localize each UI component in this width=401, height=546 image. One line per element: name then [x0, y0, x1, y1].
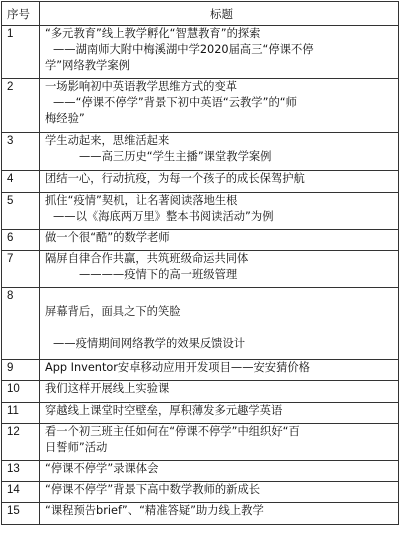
row-number: 7	[2, 251, 40, 288]
table-row	[2, 251, 399, 288]
title-line: ——疫情期间网络教学的效果反馈设计	[53, 337, 246, 350]
table-row	[2, 503, 399, 525]
table-row	[2, 79, 399, 133]
row-title-cell	[40, 424, 399, 461]
table-row	[2, 230, 399, 251]
row-title-cell	[40, 230, 399, 251]
table-row	[2, 171, 399, 193]
title-line: 学”网络教学案例	[45, 59, 130, 72]
row-title-cell	[40, 251, 399, 288]
title-line: 抓住“疫情”契机，让名著阅读落地生根	[45, 194, 238, 207]
row-number: 14	[2, 482, 40, 503]
row-number: 9	[2, 360, 40, 381]
table-row	[2, 288, 399, 360]
title-line: ——高三历史“学生主播”课堂教学案例	[79, 150, 272, 163]
title-line: 隔屏自律合作共赢，共筑班级命运共同体	[45, 252, 249, 265]
table-row	[2, 193, 399, 230]
row-title-cell	[40, 461, 399, 482]
title-line: 看一个初三班主任如何在“停课不停学”中组织好“百	[45, 425, 300, 438]
row-title-cell	[40, 133, 399, 171]
header-number: 序号	[2, 2, 40, 26]
row-title-cell	[40, 360, 399, 381]
title-line: 学生动起来，思维活起来	[45, 134, 170, 147]
table-row	[2, 424, 399, 461]
row-number: 15	[2, 503, 40, 525]
row-title-cell	[40, 403, 399, 424]
row-number: 4	[2, 171, 40, 193]
row-number: 3	[2, 133, 40, 171]
row-title-cell	[40, 288, 399, 360]
row-number: 11	[2, 403, 40, 424]
header-row	[2, 2, 399, 26]
row-title-cell	[40, 193, 399, 230]
row-number: 6	[2, 230, 40, 251]
row-number: 13	[2, 461, 40, 482]
row-number: 8	[2, 288, 40, 360]
title-line: 穿越线上课堂时空壁垒，厚积薄发多元趣学英语	[45, 404, 283, 417]
table-row	[2, 133, 399, 171]
title-line: ——以《海底两万里》整本书阅读活动”为例	[53, 210, 274, 223]
title-line	[45, 288, 398, 304]
row-title-cell	[40, 381, 399, 403]
row-number: 12	[2, 424, 40, 461]
title-line: 一场影响初中英语教学思维方式的变革	[45, 80, 238, 93]
row-title-cell	[40, 482, 399, 503]
title-line: “课程预告brief”、“精准答疑”助力线上教学	[45, 504, 264, 517]
case-list-table	[1, 1, 399, 525]
row-title-cell	[40, 26, 399, 79]
title-line: 梅经验”	[45, 112, 85, 125]
row-title-cell	[40, 503, 399, 525]
table-row	[2, 461, 399, 482]
title-line: 我们这样开展线上实验课	[45, 382, 170, 395]
table-row	[2, 482, 399, 503]
title-line: “多元教育”线上教学孵化“智慧教育”的探索	[45, 27, 261, 40]
title-line: ——“停课不停学”背景下初中英语“云教学”的“师	[53, 96, 297, 109]
title-line: 屏幕背后，面具之下的笑脸	[45, 305, 181, 318]
table-row	[2, 26, 399, 79]
title-line: App Inventor安卓移动应用开发项目——安安猜价格	[45, 361, 310, 374]
table-row	[2, 360, 399, 381]
row-number: 1	[2, 26, 40, 79]
title-line: 团结一心，行动抗疫，为每一个孩子的成长保驾护航	[45, 172, 305, 185]
row-number: 2	[2, 79, 40, 133]
title-line: ————疫情下的高一班级管理	[79, 268, 238, 281]
title-line: 做一个很“酷”的数学老师	[45, 231, 170, 244]
header-title: 标题	[40, 2, 399, 26]
row-title-cell	[40, 171, 399, 193]
row-number: 10	[2, 381, 40, 403]
table-row	[2, 381, 399, 403]
row-number: 5	[2, 193, 40, 230]
table-row	[2, 403, 399, 424]
title-line: “停课不停学”录课体会	[45, 462, 159, 475]
title-line: “停课不停学”背景下高中数学教师的新成长	[45, 483, 261, 496]
title-line: 日誓师”活动	[45, 441, 108, 454]
title-line: ——湖南师大附中梅溪湖中学2020届高三“停课不停	[53, 43, 314, 56]
title-line	[45, 320, 398, 336]
row-title-cell	[40, 79, 399, 133]
